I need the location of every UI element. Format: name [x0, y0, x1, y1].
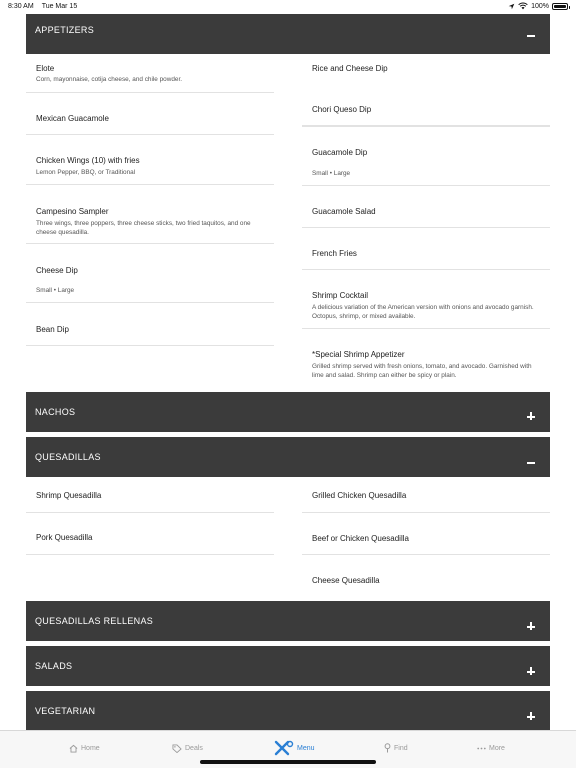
item-name: Shrimp Cocktail: [312, 291, 369, 300]
menu-item[interactable]: [26, 245, 274, 303]
tab-label: Deals: [185, 744, 203, 752]
menu-item[interactable]: [302, 187, 550, 228]
section-title: NACHOS: [35, 407, 76, 417]
menu-item[interactable]: [302, 128, 550, 186]
menu-item[interactable]: [26, 186, 274, 244]
expand-icon[interactable]: [526, 621, 536, 631]
item-name: *Special Shrimp Appetizer: [312, 350, 405, 359]
tab-label: More: [489, 744, 505, 752]
item-name: Guacamole Salad: [312, 207, 376, 216]
menu-content[interactable]: [0, 14, 576, 730]
expand-icon[interactable]: [526, 666, 536, 676]
item-name: Mexican Guacamole: [36, 114, 109, 123]
location-icon: [508, 3, 515, 10]
battery-percent: 100%: [531, 2, 549, 10]
item-name: Beef or Chicken Quesadilla: [312, 534, 409, 543]
section-header-salads[interactable]: [26, 646, 550, 686]
more-dots-icon: [477, 747, 486, 750]
item-name: Elote: [36, 64, 55, 73]
item-name: Bean Dip: [36, 325, 69, 334]
expand-icon[interactable]: [526, 711, 536, 721]
section-header-quesadillas[interactable]: [26, 437, 550, 477]
menu-item[interactable]: [302, 478, 550, 513]
item-name: Pork Quesadilla: [36, 533, 93, 542]
item-description: A delicious variation of the American version with onions and avocado garnish. Octopus, shrimp, or mixed available.: [312, 304, 534, 320]
section-title: VEGETARIAN: [35, 706, 96, 716]
utensils-icon: [274, 740, 294, 756]
tab-bar: [0, 730, 576, 768]
collapse-icon[interactable]: [526, 457, 536, 467]
item-description: Three wings, three poppers, three cheese sticks, two fried taquitos, and one cheese quesadilla.: [36, 220, 251, 236]
section-header-nachos[interactable]: [26, 392, 550, 432]
item-name: French Fries: [312, 249, 357, 258]
status-time: 8:30 AM: [8, 3, 34, 10]
item-description: Small • Large: [312, 170, 351, 177]
map-pin-icon: [384, 743, 391, 753]
menu-item[interactable]: [26, 304, 274, 346]
item-name: Rice and Cheese Dip: [312, 64, 388, 73]
section-header-quesadillas-rellenas[interactable]: [26, 601, 550, 641]
section-title: APPETIZERS: [35, 25, 95, 35]
menu-item[interactable]: [302, 81, 550, 127]
item-name: Grilled Chicken Quesadilla: [312, 491, 407, 500]
item-description: Small • Large: [36, 287, 75, 294]
menu-item[interactable]: [26, 60, 274, 93]
item-name: Cheese Quesadilla: [312, 576, 380, 585]
tag-icon: [172, 744, 182, 753]
menu-item[interactable]: [302, 556, 550, 598]
item-name: Cheese Dip: [36, 266, 78, 275]
menu-item[interactable]: [302, 330, 550, 390]
section-title: QUESADILLAS: [35, 452, 101, 462]
battery-icon: [552, 3, 568, 10]
section-title: SALADS: [35, 661, 73, 671]
wifi-icon: [518, 2, 528, 10]
tab-label: Menu: [297, 744, 315, 752]
tab-more[interactable]: [477, 737, 505, 759]
section-header-appetizers[interactable]: [26, 14, 550, 54]
menu-item[interactable]: [302, 514, 550, 555]
tab-label: Home: [81, 744, 100, 752]
status-bar: [0, 0, 576, 14]
menu-item[interactable]: [26, 478, 274, 513]
tab-menu[interactable]: [274, 737, 315, 759]
menu-item[interactable]: [302, 271, 550, 329]
item-name: Campesino Sampler: [36, 207, 109, 216]
collapse-icon[interactable]: [526, 30, 536, 40]
tab-deals[interactable]: [172, 737, 203, 759]
status-date: Tue Mar 15: [41, 3, 78, 10]
tab-find[interactable]: [384, 737, 408, 759]
item-description: Lemon Pepper, BBQ, or Traditional: [36, 169, 136, 176]
item-name: Chori Queso Dip: [312, 105, 372, 114]
item-description: Corn, mayonnaise, cotija cheese, and chile powder.: [36, 76, 183, 83]
menu-item[interactable]: [26, 136, 274, 185]
item-description: Grilled shrimp served with fresh onions, tomato, and avocado. Garnished with lime and salad. Shrimp can either be spicy or plain.: [312, 363, 532, 379]
menu-item[interactable]: [26, 94, 274, 135]
tab-label: Find: [394, 744, 408, 752]
tab-home[interactable]: [69, 737, 100, 759]
section-header-vegetarian[interactable]: [26, 691, 550, 730]
home-icon: [69, 744, 78, 753]
item-name: Shrimp Quesadilla: [36, 491, 102, 500]
item-name: Chicken Wings (10) with fries: [36, 156, 140, 165]
expand-icon[interactable]: [526, 411, 536, 421]
item-name: Guacamole Dip: [312, 148, 368, 157]
menu-item[interactable]: [26, 514, 274, 555]
menu-item[interactable]: [302, 229, 550, 270]
section-title: QUESADILLAS RELLENAS: [35, 616, 154, 626]
home-indicator: [200, 760, 376, 764]
